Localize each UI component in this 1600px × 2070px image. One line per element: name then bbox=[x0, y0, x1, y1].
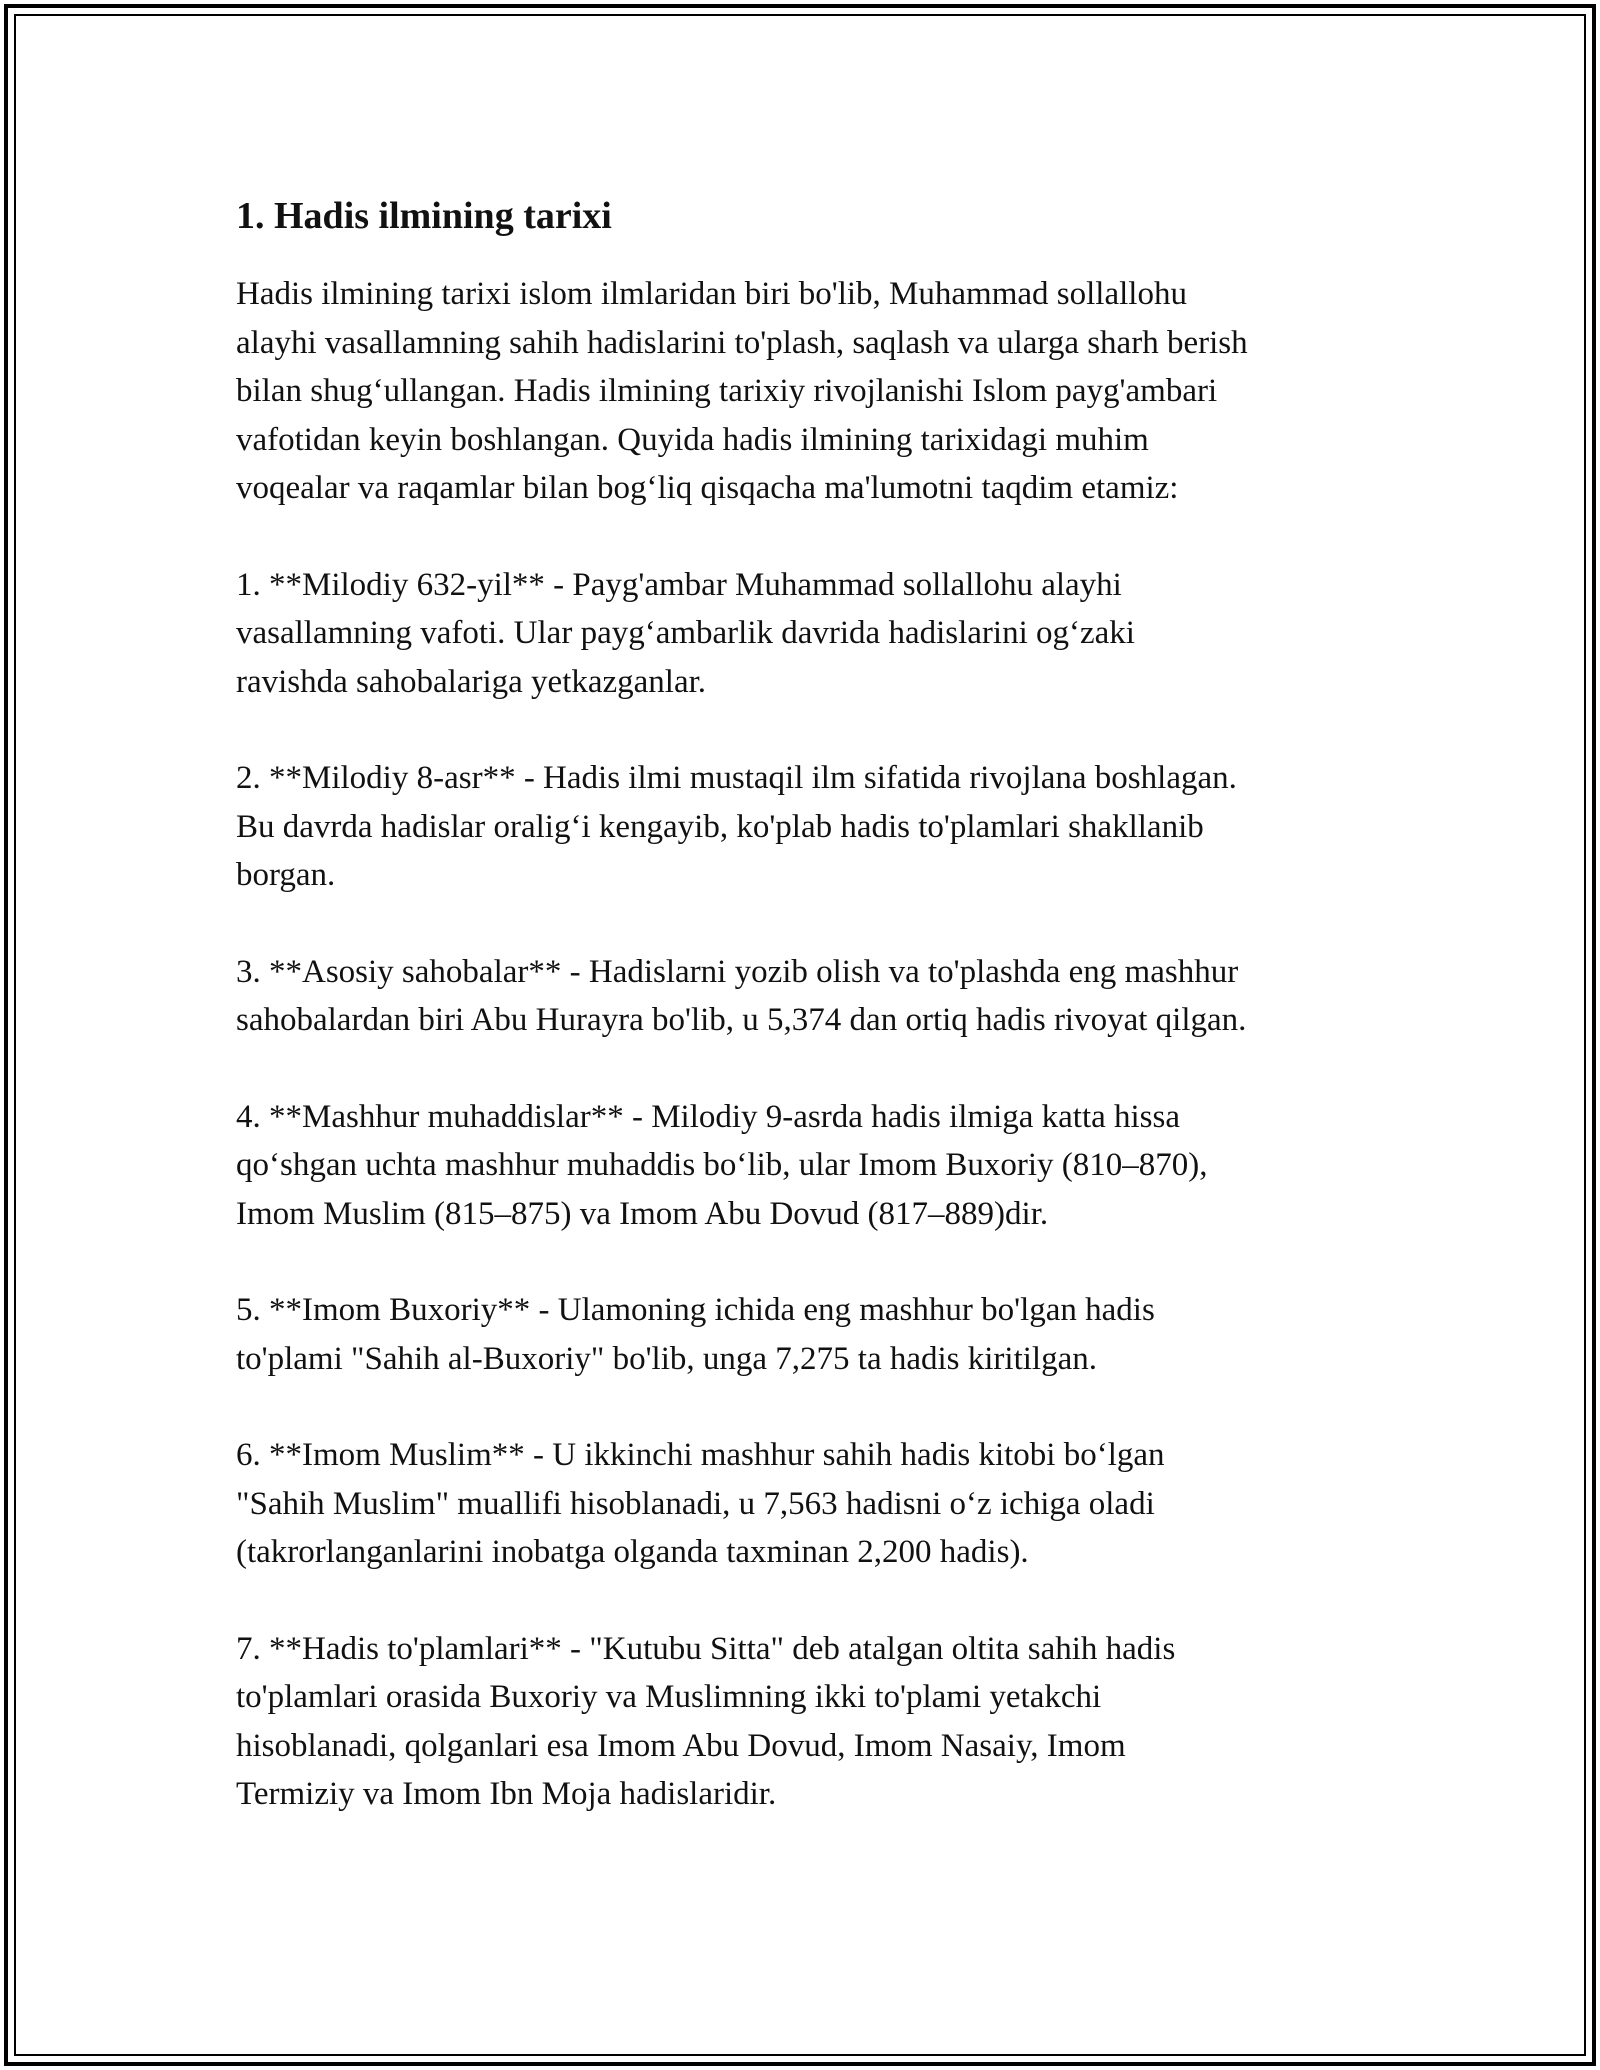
intro-line: bilan shug‘ullangan. Hadis ilmining tarixiy rivojlanishi Islom payg'ambari bbox=[236, 373, 1218, 409]
list-item-line: to'plami "Sahih al-Buxoriy" bo'lib, unga 7,275 ta hadis kiritilgan. bbox=[236, 1340, 1097, 1377]
list-item-line: 5. **Imom Buxoriy** - Ulamoning ichida eng mashhur bo'lgan hadis bbox=[236, 1292, 1155, 1328]
intro-line: voqealar va raqamlar bilan bog‘liq qisqacha ma'lumotni taqdim etamiz: bbox=[236, 470, 1179, 506]
list-item-line: "Sahih Muslim" muallifi hisoblanadi, u 7,563 hadisni o‘z ichiga oladi bbox=[236, 1485, 1155, 1522]
list-item-line: 1. **Milodiy 632-yil** - Payg'ambar Muhammad sollallohu alayhi bbox=[236, 566, 1122, 603]
list-item-line: borgan. bbox=[236, 857, 336, 893]
list-item-2 bbox=[236, 754, 1366, 900]
list-item-line: 3. **Asosiy sahobalar** - Hadislarni yozib olish va to'plashda eng mashhur bbox=[236, 953, 1239, 990]
list-item-line: Termiziy va Imom Ibn Moja hadislaridir. bbox=[236, 1776, 777, 1812]
section-heading: 1. Hadis ilmining tarixi bbox=[236, 195, 612, 237]
list-item-line: vasallamning vafoti. Ular payg‘ambarlik davrida hadislarini og‘zaki bbox=[236, 615, 1135, 651]
list-item-line: 6. **Imom Muslim** - U ikkinchi mashhur sahih hadis kitobi bo‘lgan bbox=[236, 1437, 1165, 1473]
intro-line: vafotidan keyin boshlangan. Quyida hadis ilmining tarixidagi muhim bbox=[236, 421, 1149, 458]
list-item-line: hisoblanadi, qolganlari esa Imom Abu Dovud, Imom Nasaiy, Imom bbox=[236, 1727, 1126, 1764]
list-item-7 bbox=[236, 1625, 1366, 1819]
list-item-line: 2. **Milodiy 8-asr** - Hadis ilmi mustaqil ilm sifatida rivojlana boshlagan. bbox=[236, 760, 1237, 796]
list-item-line: sahobalardan biri Abu Hurayra bo'lib, u 5,374 dan ortiq hadis rivoyat qilgan. bbox=[236, 1002, 1247, 1038]
list-item-6 bbox=[236, 1431, 1366, 1577]
list-item-line: (takrorlanganlarini inobatga olganda taxminan 2,200 hadis). bbox=[236, 1534, 1029, 1570]
intro-line: alayhi vasallamning sahih hadislarini to'plash, saqlash va ularga sharh berish bbox=[236, 324, 1248, 361]
list-item-line: qo‘shgan uchta mashhur muhaddis bo‘lib, ular Imom Buxoriy (810–870), bbox=[236, 1147, 1208, 1183]
intro-line: Hadis ilmining tarixi islom ilmlaridan biri bo'lib, Muhammad sollallohu bbox=[236, 276, 1187, 312]
list-item-line: Imom Muslim (815–875) va Imom Abu Dovud (817–889)dir. bbox=[236, 1195, 1049, 1232]
document-body bbox=[236, 186, 1366, 1867]
list-item-5 bbox=[236, 1286, 1366, 1383]
list-item-line: 4. **Mashhur muhaddislar** - Milodiy 9-asrda hadis ilmiga katta hissa bbox=[236, 1098, 1181, 1135]
list-item-line: ravishda sahobalariga yetkazganlar. bbox=[236, 663, 707, 700]
list-item-1 bbox=[236, 561, 1366, 707]
list-item-line: to'plamlari orasida Buxoriy va Muslimning ikki to'plami yetakchi bbox=[236, 1679, 1102, 1715]
list-item-line: 7. **Hadis to'plamlari** - "Kutubu Sitta" deb atalgan oltita sahih hadis bbox=[236, 1630, 1176, 1667]
list-item-4 bbox=[236, 1093, 1366, 1239]
intro-paragraph bbox=[236, 270, 1366, 513]
list-item-line: Bu davrda hadislar oralig‘i kengayib, ko'plab hadis to'plamlari shakllanib bbox=[236, 808, 1204, 845]
list-item-3 bbox=[236, 948, 1366, 1045]
